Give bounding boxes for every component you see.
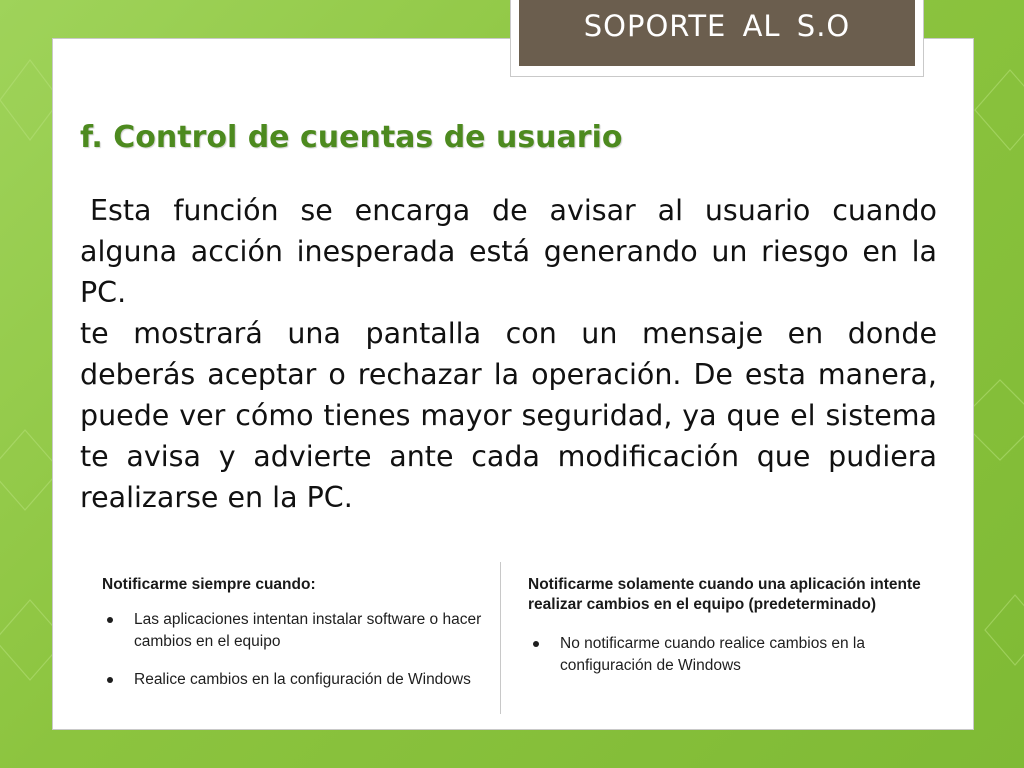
list-item-text: Las aplicaciones intentan instalar software o hacer cambios en el equipo [134, 611, 482, 650]
list-item [102, 669, 492, 691]
notify-default-heading: Notificarme solamente cuando una aplicación intente realizar cambios en el equipo (predeterminado) [528, 576, 921, 613]
list-item-text: No notificarme cuando realice cambios en la configuración de Windows [560, 635, 865, 674]
column-divider [500, 562, 501, 714]
title-box [519, 0, 915, 66]
notify-default-column [528, 560, 948, 677]
notify-always-heading: Notificarme siempre cuando: [102, 576, 316, 593]
slide-title: SOPORTE AL S.O [583, 9, 851, 43]
bullet-icon [533, 641, 539, 647]
body-text [80, 190, 937, 518]
paragraph-2: te mostrará una pantalla con un mensaje en donde deberás aceptar o rechazar la operación. De esta manera, puede ver cómo tienes mayor seguridad, ya que el sistema te avisa y advierte ante cada modificación que pudiera realizarse en la PC. [80, 317, 937, 514]
list-item-text: Realice cambios en la configuración de Windows [134, 671, 471, 688]
uac-settings-screenshot [90, 560, 950, 720]
bullet-icon [107, 617, 113, 623]
list-item [102, 609, 492, 653]
notify-always-column [102, 560, 492, 691]
paragraph-1: Esta función se encarga de avisar al usuario cuando alguna acción inesperada está generando un riesgo en la PC. [80, 194, 937, 309]
bullet-icon [107, 677, 113, 683]
list-item [528, 633, 948, 677]
title-tab [510, 0, 924, 77]
section-heading: f. Control de cuentas de usuario [80, 120, 623, 155]
